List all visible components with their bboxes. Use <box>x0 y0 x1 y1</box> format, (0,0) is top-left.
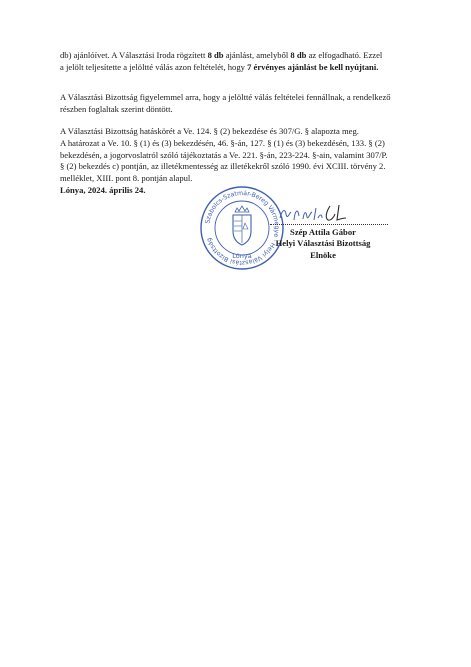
signature-block <box>268 227 378 261</box>
signatory-committee: Helyi Választási Bizottság <box>275 238 371 249</box>
text: A Választási Bizottság figyelemmel arra, hogy a jelöltté válás feltételei fennállnak, a rendelkező <box>60 92 391 102</box>
text: a jelölt teljesítette a jelöltté válás azon feltételét, hogy <box>60 61 248 72</box>
paragraph-decision <box>60 92 422 116</box>
text: A Választási Bizottság hatáskörét a Ve. 124. § (2) bekezdése és 307/G. § alapozta meg. <box>60 126 359 136</box>
signatory-name: Szép Attila Gábor <box>290 227 356 237</box>
svg-text:Lónya: Lónya <box>232 252 252 260</box>
date-line: Lónya, 2024. április 24. <box>60 185 146 195</box>
text: db) ajánlóívet. A Választási Iroda rögzített <box>60 50 208 60</box>
bold-text: 8 db <box>207 50 224 60</box>
bold-text: 8 db <box>290 50 307 60</box>
text: az elfogadható. Ezzel <box>306 50 383 60</box>
text: ajánlást, amelyből <box>223 50 291 60</box>
text: részben foglaltak szerint döntött. <box>60 103 173 114</box>
paragraph-recommendations <box>60 50 422 74</box>
svg-text:Szabolcs-Szatmár-Bereg Vármegy: Szabolcs-Szatmár-Bereg Vármegye · Helyi Választási Bizottság <box>204 189 281 267</box>
signatory-role: Elnöke <box>310 249 336 260</box>
signature-line <box>270 224 388 225</box>
handwritten-signature <box>276 200 356 226</box>
text: bekezdésén, a jogorvoslatról szóló tájékoztatás a Ve. 221. §-án, 223-224. §-ain, valamint 307/P. <box>60 149 388 160</box>
text: A határozat a Ve. 10. § (1) és (3) bekezdésén, 46. §-án, 127. § (1) és (3) bekezdésén, 133. § (2) <box>60 137 385 148</box>
text: melléklet, XIII. pont 8. pontján alapul. <box>60 173 193 184</box>
bold-text: 7 érvényes ajánlást be kell nyújtani. <box>247 61 379 72</box>
paragraph-legal-basis <box>60 126 422 185</box>
text: § (2) bekezdés c) pontján, az illetékmentesség az illetékekről szóló 1990. évi XCIII. törvény 2. <box>60 161 386 172</box>
